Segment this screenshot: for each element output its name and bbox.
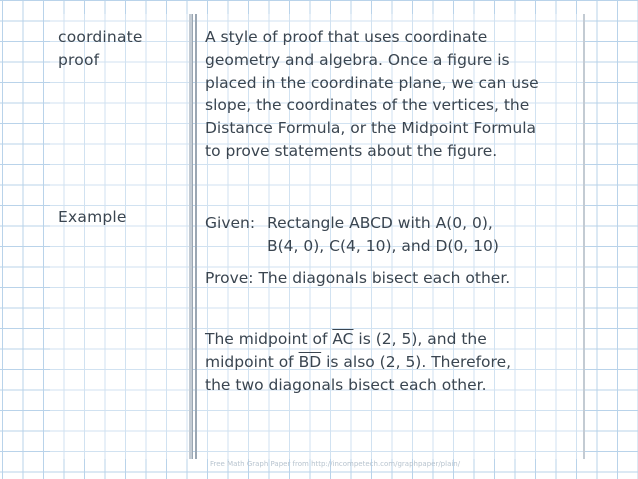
definition-line: geometry and algebra. Once a figure is: [205, 50, 510, 69]
conclusion-l2-a: midpoint of: [205, 352, 299, 371]
conclusion-l2-b: is also (2, 5). Therefore,: [321, 352, 512, 371]
definition-line: slope, the coordinates of the vertices, the: [205, 96, 530, 115]
segment-bd: $\overline{BD}$: [298, 352, 322, 371]
conclusion-l1-a: The midpoint of: [205, 330, 333, 348]
example-label: Example: [58, 208, 127, 226]
given-row-1: [205, 212, 580, 235]
given-label: Given:: [205, 214, 256, 232]
given-line-1: Rectangle ABCD with A(0, 0),: [267, 214, 493, 232]
term-column: [50, 14, 192, 459]
graph-paper-credit: Free Math Graph Paper from http://incompetech.com/graphpaper/plain/: [210, 460, 461, 468]
definition-line: to prove statements about the figure.: [205, 141, 498, 160]
prove-label: Prove:: [205, 269, 254, 287]
given-statement: [205, 212, 580, 258]
definition-line: placed in the coordinate plane, we can use: [205, 73, 539, 92]
conclusion-l1-b: is (2, 5), and the: [353, 330, 487, 348]
prove-statement: [205, 267, 580, 290]
conclusion-text: [205, 328, 580, 396]
term-line-2: proof: [58, 51, 100, 69]
definition-line: Distance Formula, or the Midpoint Formula: [205, 119, 537, 138]
term-line-1: coordinate: [58, 28, 143, 46]
given-row-2: [205, 235, 580, 258]
definition-line: A style of proof that uses coordinate: [205, 28, 488, 46]
term-heading: [58, 26, 143, 72]
content-column: [195, 14, 585, 459]
given-line-2: B(4, 0), C(4, 10), and D(0, 10): [267, 236, 499, 255]
segment-ac: $\overline{AC}$: [332, 330, 354, 348]
prove-text: The diagonals bisect each other.: [258, 269, 511, 287]
conclusion-l3: the two diagonals bisect each other.: [205, 375, 487, 394]
definition-text: [205, 26, 580, 163]
